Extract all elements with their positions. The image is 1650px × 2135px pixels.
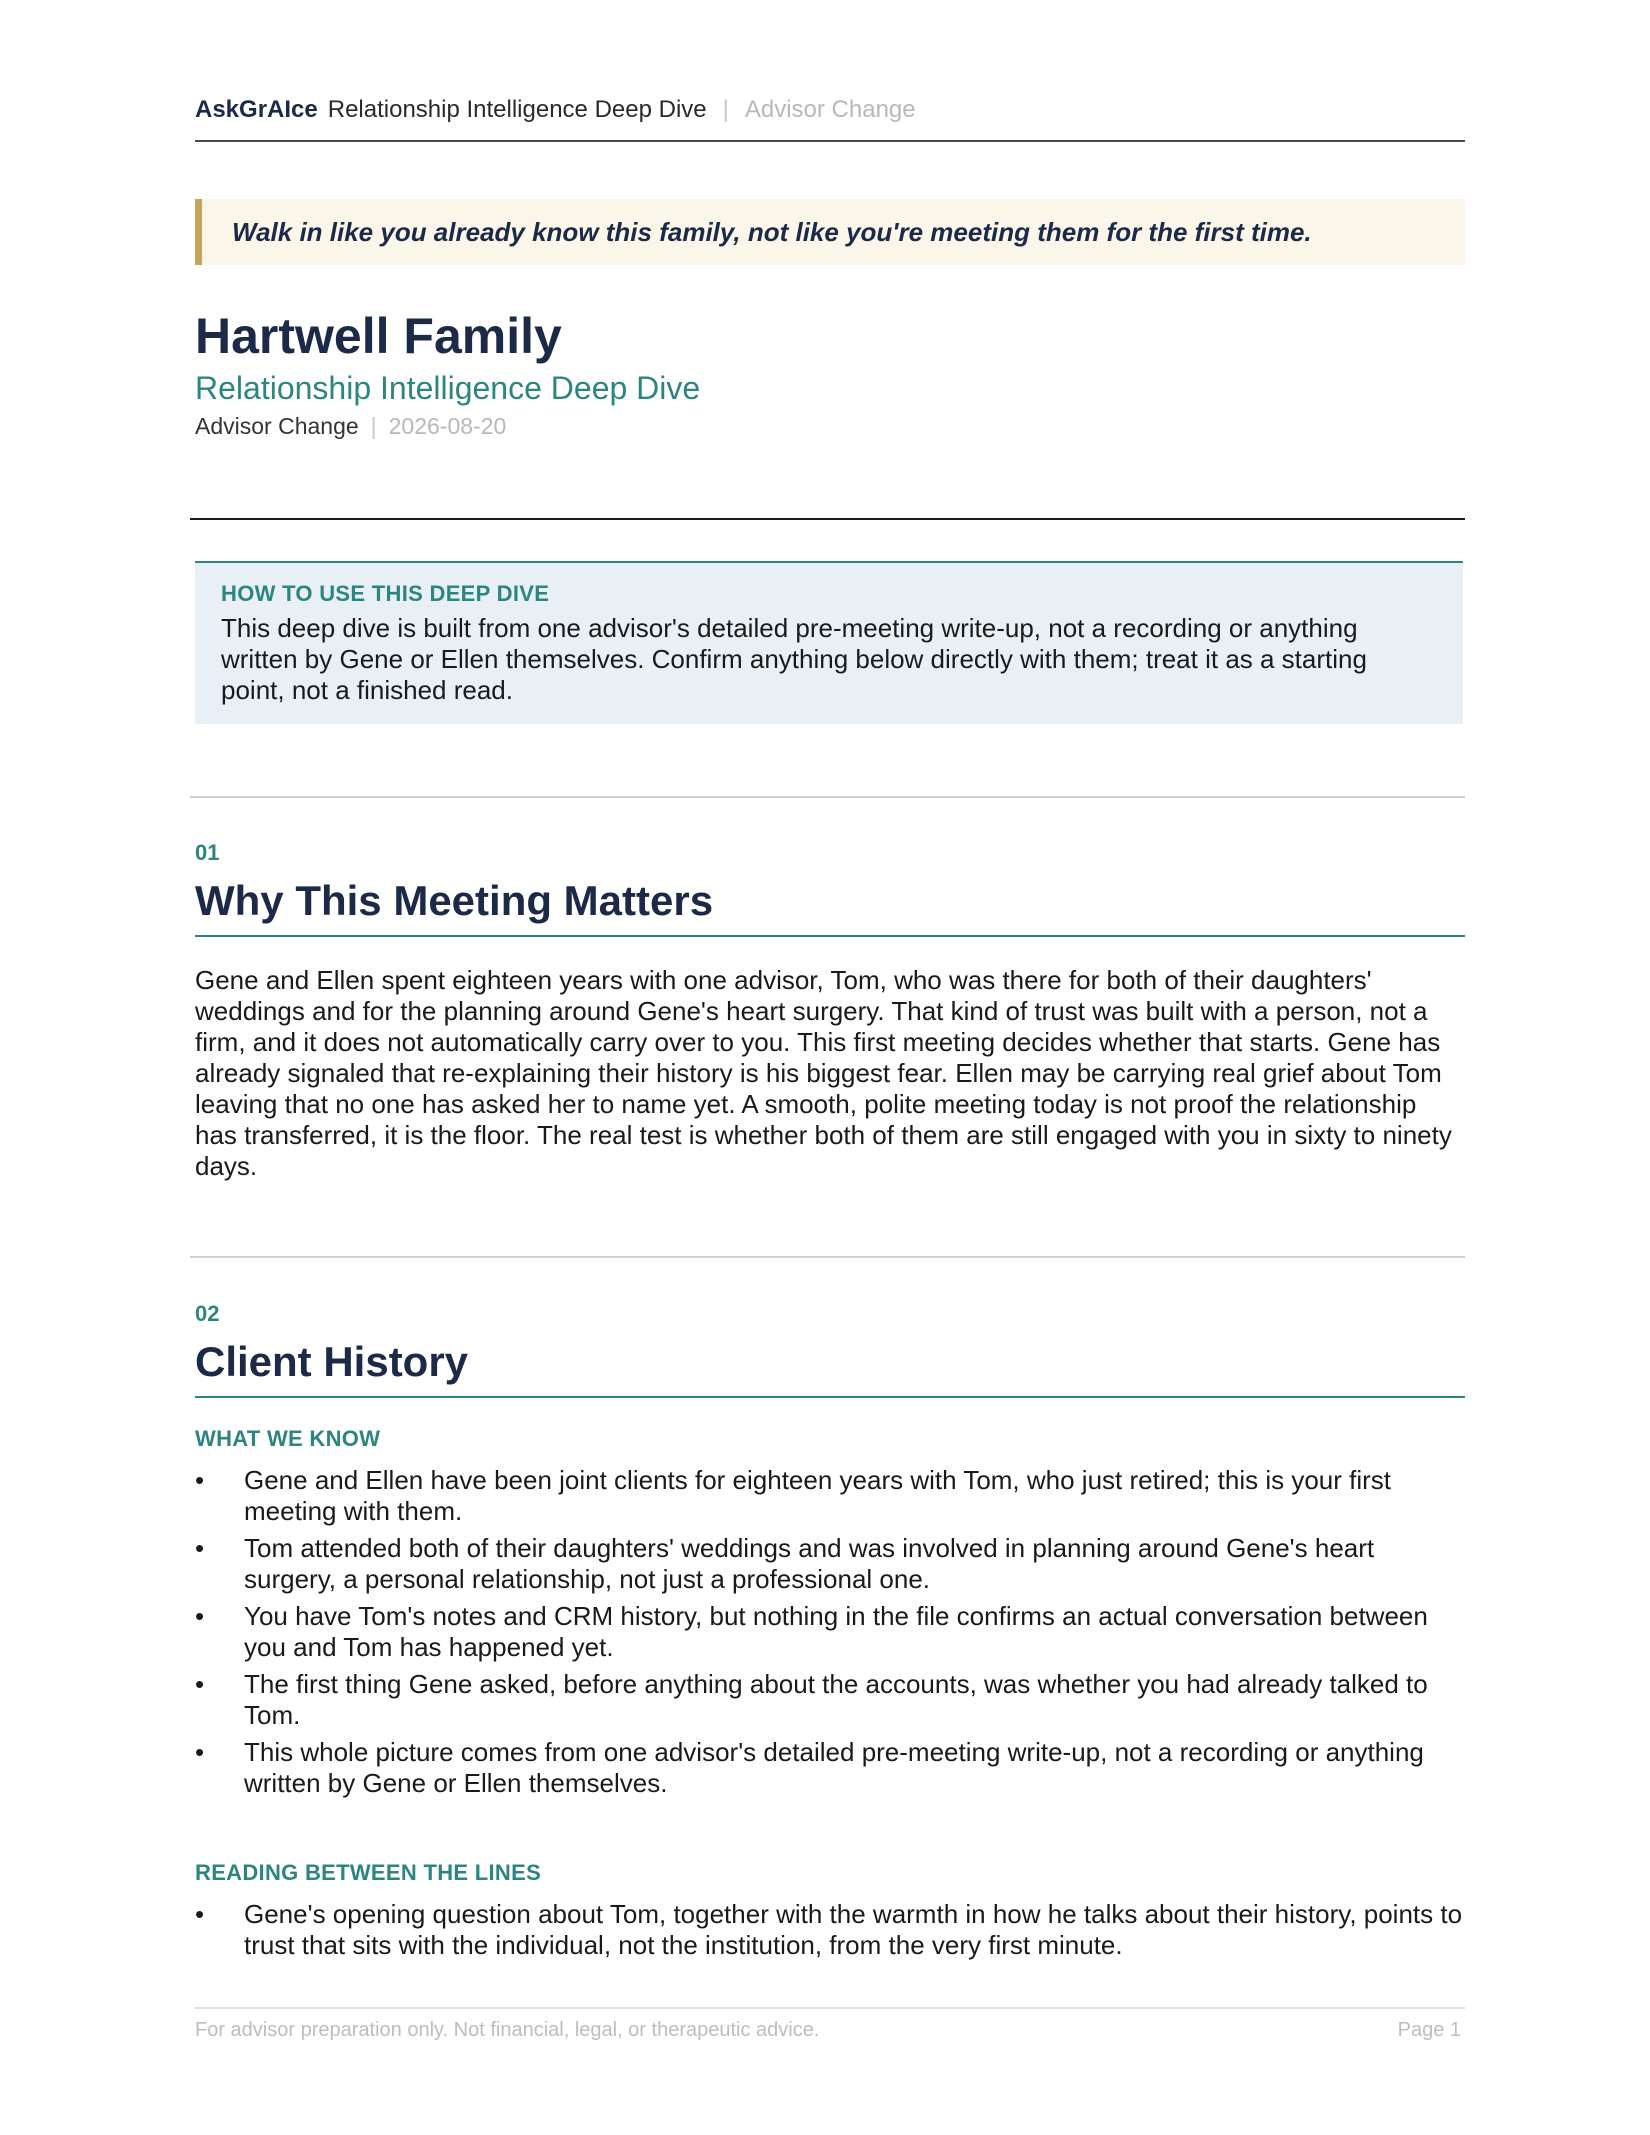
meta-context: Advisor Change	[195, 413, 359, 439]
section-body: Gene and Ellen spent eighteen years with one advisor, Tom, who was there for both of their daughters' weddings and for the planning around Gene's heart surgery. That kind of trust was built with a person, not a firm, and it does not automatically carry over to you. This first meeting decides whether that starts. Gene has already signaled that re-explaining their history is his biggest fear. Ellen may be carrying real grief about Tom leaving that no one has asked her to name yet. A smooth, polite meeting today is not proof the relationship has transferred, it is the floor. The real test is whether both of them are still engaged with you in sixty to ninety days.	[195, 965, 1452, 1181]
meta-separator: |	[370, 413, 377, 439]
brand-name: AskGrAIce	[195, 96, 318, 123]
section-title-why-this-meeting-matters: Why This Meeting Matters	[195, 875, 1465, 937]
page-subtitle: Relationship Intelligence Deep Dive	[195, 370, 701, 406]
section-title-client-history: Client History	[195, 1336, 1465, 1398]
page-footer	[195, 2007, 1465, 2042]
what-we-know-list	[195, 1465, 1465, 1805]
list-item: • Gene's opening question about Tom, together with the warmth in how he talks about their history, points to trust that sits with the individual, not the institution, from the very first minute.	[195, 1899, 1465, 1961]
list-item: • The first thing Gene asked, before anything about the accounts, was whether you had already talked to Tom.	[195, 1669, 1465, 1731]
callout-quote	[195, 199, 1465, 265]
subsection-label-what-we-know: WHAT WE KNOW	[195, 1426, 381, 1451]
list-item: • You have Tom's notes and CRM history, but nothing in the file confirms an actual conversation between you and Tom has happened yet.	[195, 1601, 1465, 1663]
footer-disclaimer: For advisor preparation only. Not financial, legal, or therapeutic advice.	[195, 2019, 820, 2041]
section-divider	[190, 1256, 1465, 1258]
section-number: 01	[195, 840, 220, 865]
how-to-box	[195, 561, 1463, 724]
list-item: • Gene and Ellen have been joint clients for eighteen years with Tom, who just retired; this is your first meeting with them.	[195, 1465, 1465, 1527]
running-header	[195, 92, 1465, 142]
list-item: • This whole picture comes from one advisor's detailed pre-meeting write-up, not a recording or anything written by Gene or Ellen themselves.	[195, 1737, 1465, 1799]
header-doc-subtitle: Advisor Change	[744, 96, 916, 123]
page-title: Hartwell Family	[195, 308, 562, 364]
list-item: • Tom attended both of their daughters' weddings and was involved in planning around Gene's heart surgery, a personal relationship, not just a professional one.	[195, 1533, 1465, 1595]
meta-line	[195, 410, 506, 442]
meta-date: 2026-08-20	[388, 413, 507, 439]
subsection-label-reading-between-the-lines: READING BETWEEN THE LINES	[195, 1860, 542, 1885]
header-doc-title: Relationship Intelligence Deep Dive	[327, 96, 707, 123]
section-divider	[190, 796, 1465, 798]
title-divider	[190, 518, 1465, 520]
how-to-label: HOW TO USE THIS DEEP DIVE	[221, 581, 550, 606]
reading-between-list	[195, 1899, 1465, 1967]
how-to-text: This deep dive is built from one advisor's detailed pre-meeting write-up, not a recording or anything written by Gene or Ellen themselves. Confirm anything below directly with them; treat it as a starting point, not a finished read.	[221, 613, 1367, 705]
section-number: 02	[195, 1301, 220, 1326]
page-number: Page 1	[1397, 2019, 1461, 2041]
callout-text: Walk in like you already know this family, not like you're meeting them for the first time.	[232, 216, 1312, 247]
header-separator: |	[722, 96, 729, 123]
